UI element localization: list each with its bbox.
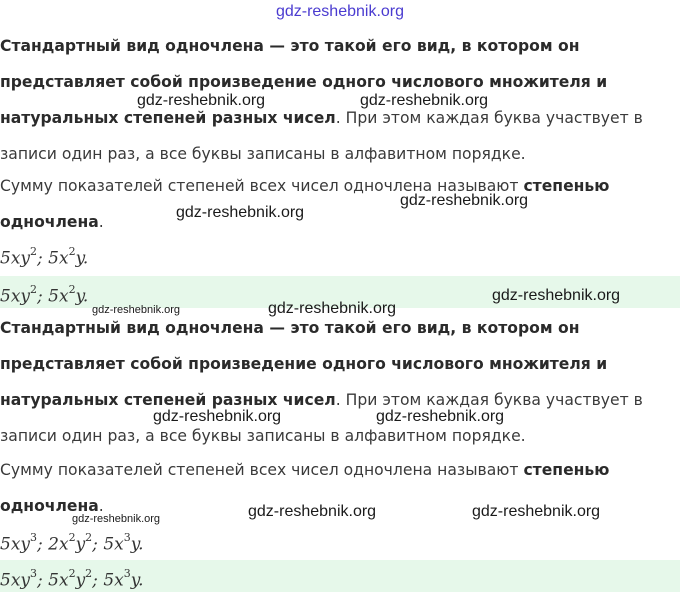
watermark: gdz-reshebnik.org: [176, 204, 305, 221]
definition-bold-1: Стандартный вид одночлена — это такой его вид, в котором он представляет собой произведение одного числового множителя и натуральных степеней разных чисел: [0, 37, 608, 127]
watermark: gdz-reshebnik.org: [472, 503, 601, 520]
term-a: 5xy: [0, 248, 31, 269]
exp-b: 2: [68, 283, 76, 296]
definition-paragraph-1: [0, 28, 672, 172]
term-c: 5x: [103, 570, 124, 591]
term-a: 5xy: [0, 534, 31, 555]
term-b: 2x: [48, 534, 69, 555]
degree-bold-2: степенью одночлена: [0, 461, 610, 515]
exp-a: 2: [30, 245, 38, 258]
separator: ;: [92, 534, 104, 555]
term-c-tail: y.: [130, 570, 144, 591]
exp-c: 3: [123, 531, 131, 544]
definition-rest-1: . При этом каждая буква участвует в записи один раз, а все буквы записаны в алфавитном порядке.: [0, 109, 643, 163]
degree-text-1: Сумму показателей степеней всех чисел одночлена называют: [0, 177, 524, 195]
term-b-tail: y.: [75, 286, 89, 307]
separator: ;: [37, 534, 49, 555]
definition-rest-2: . При этом каждая буква участвует в записи один раз, а все буквы записаны в алфавитном порядке.: [0, 391, 643, 445]
watermark: gdz-reshebnik.org: [92, 304, 181, 316]
degree-text-2: Сумму показателей степеней всех чисел одночлена называют: [0, 461, 524, 479]
exp-a: 3: [30, 567, 38, 580]
watermark: gdz-reshebnik.org: [492, 287, 621, 304]
degree-paragraph-1: [0, 168, 672, 240]
watermark: gdz-reshebnik.org: [360, 92, 489, 109]
exp-b-y: 2: [85, 531, 93, 544]
term-c-tail: y.: [130, 534, 144, 555]
separator: ;: [92, 570, 104, 591]
exp-b: 2: [68, 567, 76, 580]
watermark: gdz-reshebnik.org: [268, 300, 397, 317]
term-b: 5x: [48, 248, 69, 269]
term-c: 5x: [103, 534, 124, 555]
term-b-tail: y.: [75, 248, 89, 269]
exp-b: 2: [68, 531, 76, 544]
exp-a: 2: [30, 283, 38, 296]
degree-end-1: .: [98, 213, 104, 231]
term-b: 5x: [48, 286, 69, 307]
definition-paragraph-2: [0, 310, 672, 454]
degree-bold-1: степенью одночлена: [0, 177, 610, 231]
term-a: 5xy: [0, 570, 31, 591]
exp-b: 2: [68, 245, 76, 258]
separator: ;: [37, 286, 49, 307]
separator: ;: [37, 248, 49, 269]
watermark: gdz-reshebnik.org: [153, 408, 282, 425]
term-a: 5xy: [0, 286, 31, 307]
definition-bold-2: Стандартный вид одночлена — это такой его вид, в котором он представляет собой произведение одного числового множителя и натуральных степеней разных чисел: [0, 319, 608, 409]
term-b-y: y: [75, 534, 86, 555]
watermark: gdz-reshebnik.org: [376, 408, 505, 425]
separator: ;: [37, 570, 49, 591]
answer-expression-2: [0, 560, 680, 592]
watermark: gdz-reshebnik.org: [400, 192, 529, 209]
problem-expression-1: [0, 238, 88, 270]
term-b-y: y: [75, 570, 86, 591]
problem-expression-2: [0, 524, 143, 556]
term-b: 5x: [48, 570, 69, 591]
degree-end-2: .: [98, 497, 104, 515]
watermark: gdz-reshebnik.org: [72, 513, 161, 525]
exp-a: 3: [30, 531, 38, 544]
exp-b-y: 2: [85, 567, 93, 580]
exp-c: 3: [123, 567, 131, 580]
header-watermark: gdz-reshebnik.org: [275, 3, 405, 20]
watermark: gdz-reshebnik.org: [248, 503, 377, 520]
watermark: gdz-reshebnik.org: [137, 92, 266, 109]
